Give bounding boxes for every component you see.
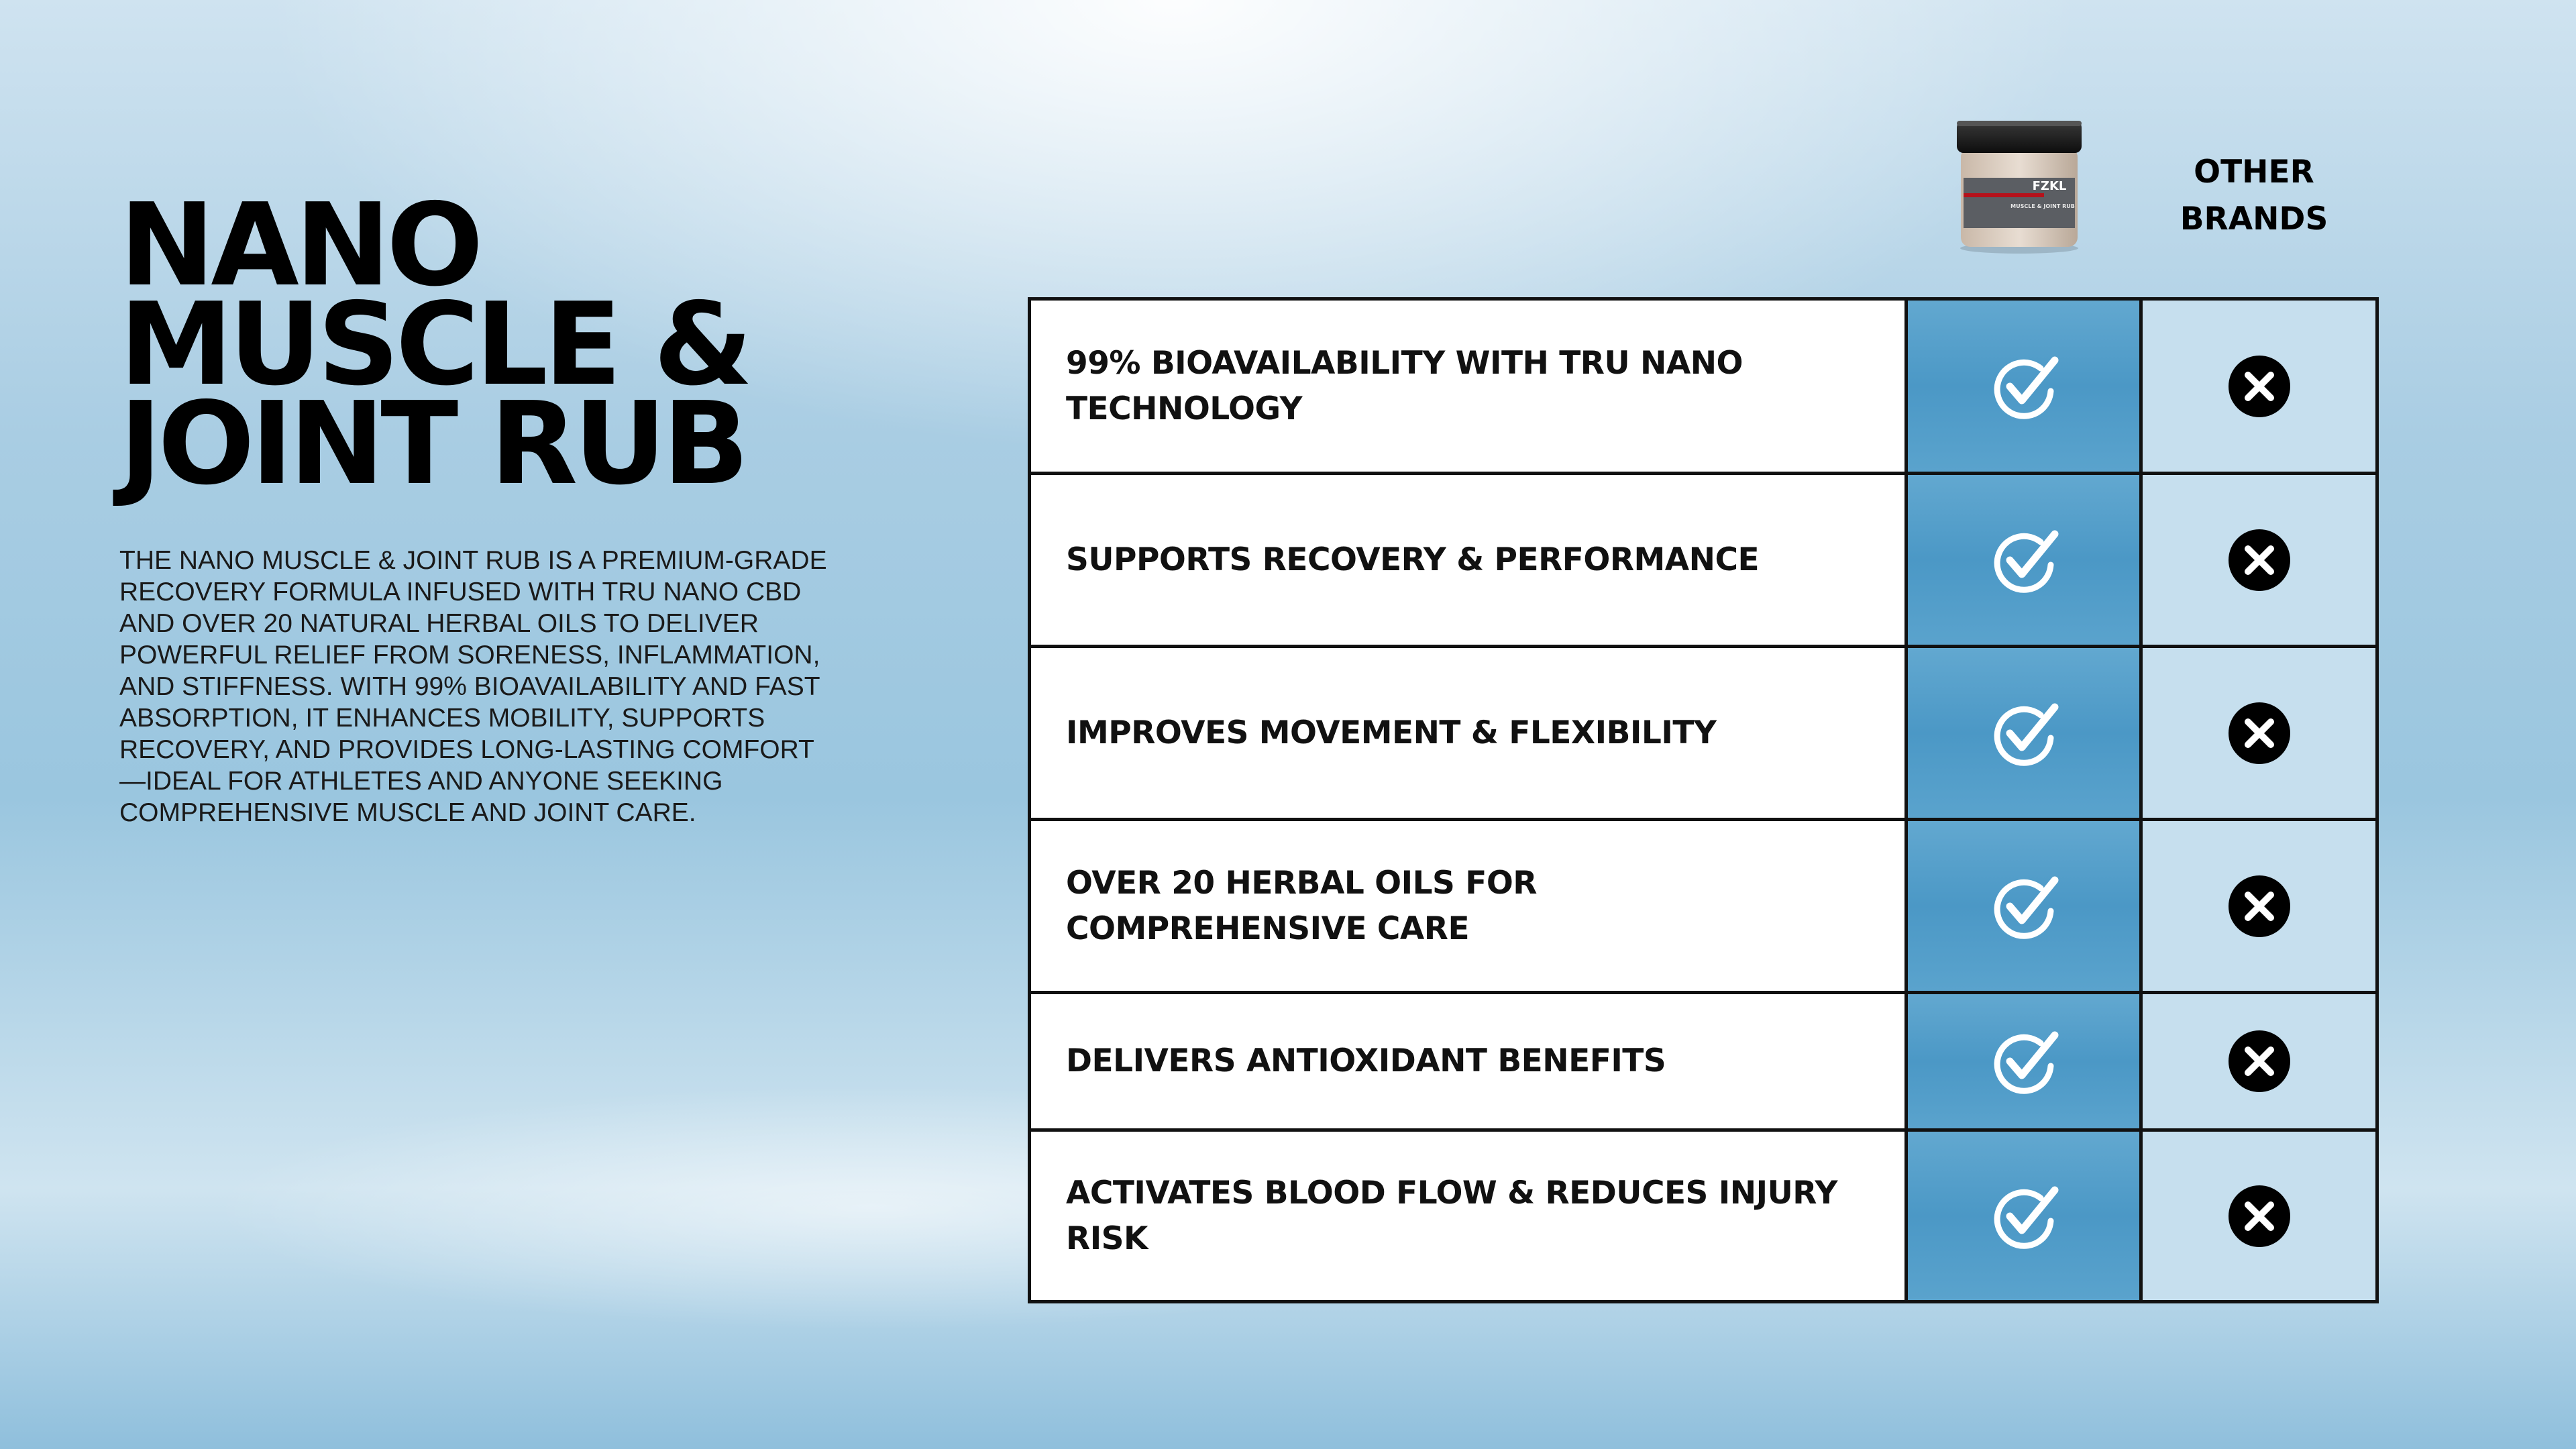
- ours-cell: [1908, 1132, 2143, 1300]
- jar-brand-text: FZKL: [2032, 179, 2067, 193]
- ours-cell: [1908, 301, 2143, 475]
- other-brands-cell: [2143, 301, 2375, 475]
- x-circle-icon: [2227, 1184, 2292, 1248]
- feature-cell: [1031, 648, 1908, 821]
- feature-cell: [1031, 1132, 1908, 1300]
- feature-label: 99% BIOAVAILABILITY WITH TRU NANO TECHNOLOGY: [1066, 344, 1743, 427]
- other-brands-cell: [2143, 475, 2375, 648]
- title-line: MUSCLE &: [119, 278, 749, 411]
- title-line: NANO: [119, 179, 480, 312]
- check-circle-icon: [1987, 523, 2061, 597]
- check-circle-icon: [1987, 869, 2061, 943]
- product-description: THE NANO MUSCLE & JOINT RUB IS A PREMIUM-GRADE RECOVERY FORMULA INFUSED WITH TRU NANO CBD AND OVER 20 NATURAL HERBAL OILS TO DELIVER POWERFUL RELIEF FROM SORENESS, INFLAMMATION, AND STIFFNESS. WITH 99% BIOAVAILABILITY AND FAST ABSORPTION, IT ENHANCES MOBILITY, SUPPORTS RECOVERY, AND PROVIDES LONG-LASTING COMFORT—IDEAL FOR ATHLETES AND ANYONE SEEKING COMPREHENSIVE MUSCLE AND JOINT CARE.: [119, 546, 827, 827]
- feature-label: SUPPORTS RECOVERY & PERFORMANCE: [1066, 541, 1760, 578]
- x-circle-icon: [2227, 701, 2292, 765]
- feature-label: IMPROVES MOVEMENT & FLEXIBILITY: [1066, 714, 1717, 751]
- check-circle-icon: [1987, 350, 2061, 423]
- feature-cell: [1031, 821, 1908, 994]
- other-brands-heading: [2137, 149, 2371, 243]
- product-jar-image: [1949, 114, 2090, 255]
- jar-product-text: MUSCLE & JOINT RUB: [2010, 203, 2075, 209]
- ours-cell: [1908, 475, 2143, 648]
- feature-label: DELIVERS ANTIOXIDANT BENEFITS: [1066, 1042, 1666, 1079]
- check-circle-icon: [1987, 1024, 2061, 1098]
- other-brands-cell: [2143, 1132, 2375, 1300]
- ours-cell: [1908, 821, 2143, 994]
- check-circle-icon: [1987, 1179, 2061, 1253]
- feature-cell: [1031, 994, 1908, 1132]
- feature-label: OVER 20 HERBAL OILS FOR COMPREHENSIVE CARE: [1066, 864, 1537, 947]
- x-circle-icon: [2227, 1029, 2292, 1093]
- check-circle-icon: [1987, 696, 2061, 770]
- ours-cell: [1908, 648, 2143, 821]
- other-brands-line: BRANDS: [2180, 201, 2328, 237]
- feature-cell: [1031, 301, 1908, 475]
- x-circle-icon: [2227, 874, 2292, 938]
- other-brands-line: OTHER: [2194, 154, 2314, 191]
- feature-cell: [1031, 475, 1908, 648]
- title-line: JOINT RUB: [119, 378, 745, 511]
- x-circle-icon: [2227, 528, 2292, 592]
- comparison-table: [1028, 297, 2379, 1303]
- page-title: [119, 179, 871, 511]
- ours-cell: [1908, 994, 2143, 1132]
- other-brands-cell: [2143, 994, 2375, 1132]
- x-circle-icon: [2227, 354, 2292, 419]
- other-brands-cell: [2143, 648, 2375, 821]
- feature-label: ACTIVATES BLOOD FLOW & REDUCES INJURY RISK: [1066, 1174, 1837, 1257]
- other-brands-cell: [2143, 821, 2375, 994]
